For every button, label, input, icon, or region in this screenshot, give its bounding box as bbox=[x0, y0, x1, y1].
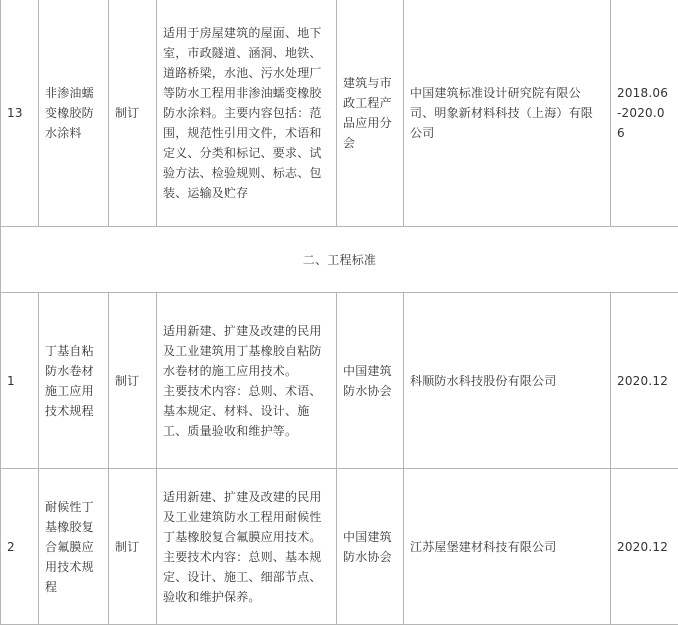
section-row bbox=[1, 227, 678, 293]
schedule-date: 2018.06-2020.06 bbox=[611, 0, 678, 227]
scope-cell bbox=[157, 293, 337, 469]
schedule-date: 2020.12 bbox=[611, 469, 678, 625]
scope-cell bbox=[157, 469, 337, 625]
section-title: 二、工程标准 bbox=[1, 227, 678, 293]
developer-unit: 科顺防水科技股份有限公司 bbox=[404, 293, 611, 469]
schedule-date: 2020.12 bbox=[611, 293, 678, 469]
scope-cell bbox=[157, 0, 337, 227]
scope-text: 主要技术内容：总则、基本规定、设计、施工、细部节点、验收和维护保养。 bbox=[163, 547, 330, 607]
scope-text: 适用新建、扩建及改建的民用及工业建筑防水工程用耐候性丁基橡胶复合氟膜应用技术。 bbox=[163, 487, 330, 547]
standard-name: 非渗油蠕变橡胶防水涂料 bbox=[39, 0, 109, 227]
scope-text: 适用于房屋建筑的屋面、地下室，市政隧道、涵洞、地铁、道路桥梁，水池、污水处理厂等防水工程用非渗油蠕变橡胶防水涂料。主要内容包括：范围，规范性引用文件，术语和定义、分类和标记、要求、试验方法、检验规则、标志、包装、运输及贮存 bbox=[163, 23, 330, 203]
revision-type: 制订 bbox=[109, 0, 157, 227]
standard-name: 耐候性丁基橡胶复合氟膜应用技术规程 bbox=[39, 469, 109, 625]
table-row bbox=[1, 0, 678, 227]
responsible-org: 中国建筑防水协会 bbox=[337, 293, 404, 469]
scope-text: 适用新建、扩建及改建的民用及工业建筑用丁基橡胶自粘防水卷材的施工应用技术。 bbox=[163, 321, 330, 381]
row-number: 13 bbox=[1, 0, 39, 227]
standard-name: 丁基自粘防水卷材施工应用技术规程 bbox=[39, 293, 109, 469]
row-number: 1 bbox=[1, 293, 39, 469]
responsible-org: 建筑与市政工程产品应用分会 bbox=[337, 0, 404, 227]
table-row bbox=[1, 469, 678, 625]
developer-unit: 江苏屋堡建材科技有限公司 bbox=[404, 469, 611, 625]
developer-unit: 中国建筑标准设计研究院有限公司、明象新材料科技（上海）有限公司 bbox=[404, 0, 611, 227]
scope-text: 主要技术内容：总则、术语、基本规定、材料、设计、施工、质量验收和维护等。 bbox=[163, 381, 330, 441]
revision-type: 制订 bbox=[109, 293, 157, 469]
row-number: 2 bbox=[1, 469, 39, 625]
revision-type: 制订 bbox=[109, 469, 157, 625]
table-row bbox=[1, 293, 678, 469]
responsible-org: 中国建筑防水协会 bbox=[337, 469, 404, 625]
